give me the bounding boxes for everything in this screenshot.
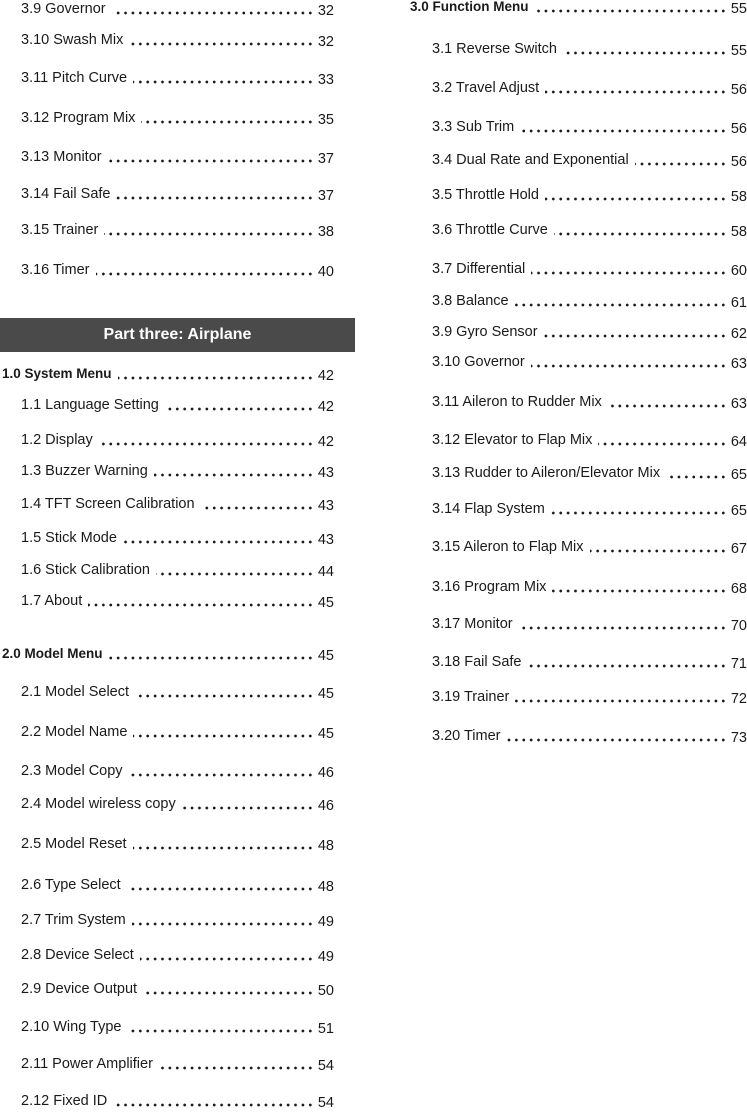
toc-heading-model-menu[interactable] [0, 643, 334, 665]
toc-entry-page-number: 32 [317, 3, 334, 19]
toc-entry-title: 3.11 Pitch Curve [21, 70, 128, 86]
dot-leader [515, 699, 727, 703]
toc-entry-title: 3.0 Function Menu [410, 0, 529, 14]
toc-entry[interactable] [0, 760, 334, 782]
dot-leader [133, 80, 314, 84]
toc-entry-title: 3.13 Rudder to Aileron/Elevator Mix [432, 465, 661, 481]
toc-entry[interactable] [405, 536, 747, 558]
toc-entry-title: 1.5 Stick Mode [21, 530, 117, 546]
dot-leader [132, 922, 314, 926]
toc-entry[interactable] [405, 351, 747, 373]
toc-entry-page-number: 56 [730, 82, 747, 98]
toc-entry-title: 2.12 Fixed ID [21, 1093, 108, 1109]
dot-leader [129, 42, 314, 46]
toc-entry-title: 3.19 Trainer [432, 689, 510, 705]
toc-entry-title: 2.2 Model Name [21, 724, 128, 740]
toc-entry[interactable] [0, 721, 334, 743]
toc-entry-title: 1.6 Stick Calibration [21, 562, 150, 578]
dot-leader [128, 1029, 314, 1033]
toc-entry[interactable] [0, 944, 334, 966]
dot-leader [154, 473, 314, 477]
toc-entry[interactable] [0, 793, 334, 815]
toc-entry[interactable] [0, 874, 334, 896]
toc-entry-page-number: 58 [730, 224, 747, 240]
toc-entry-title: 3.17 Monitor [432, 616, 513, 632]
toc-entry-page-number: 55 [730, 43, 747, 59]
dot-leader [88, 603, 314, 607]
toc-entry[interactable] [0, 978, 334, 1000]
dot-leader [182, 806, 314, 810]
toc-entry[interactable] [0, 527, 334, 549]
toc-entry-title: 2.9 Device Output [21, 981, 138, 997]
toc-entry-title: 3.13 Monitor [21, 149, 102, 165]
toc-entry[interactable] [0, 29, 334, 51]
dot-leader [113, 1103, 314, 1107]
dot-leader [590, 549, 727, 553]
dot-leader [201, 506, 314, 510]
toc-entry-page-number: 51 [317, 1021, 334, 1037]
toc-entry[interactable] [405, 184, 747, 206]
toc-entry-title: 3.2 Travel Adjust [432, 80, 540, 96]
toc-entry-page-number: 48 [317, 838, 334, 854]
toc-entry-title: 3.14 Flap System [432, 501, 545, 517]
toc-entry-page-number: 37 [317, 188, 334, 204]
toc-entry-title: 2.10 Wing Type [21, 1019, 122, 1035]
dot-leader [552, 589, 727, 593]
toc-entry-page-number: 48 [317, 879, 334, 895]
dot-leader [96, 272, 314, 276]
toc-entry-title: 2.7 Trim System [21, 912, 126, 928]
toc-entry-title: 2.11 Power Amplifier [21, 1056, 153, 1072]
toc-entry[interactable] [0, 833, 334, 855]
toc-entry[interactable] [0, 590, 334, 612]
dot-leader [507, 738, 727, 742]
toc-entry-page-number: 50 [317, 983, 334, 999]
toc-entry-title: 3.16 Program Mix [432, 579, 547, 595]
dot-leader [104, 232, 314, 236]
toc-entry-title: 1.4 TFT Screen Calibration [21, 496, 195, 512]
dot-leader [635, 162, 727, 166]
toc-entry-page-number: 54 [317, 1095, 334, 1111]
toc-entry-page-number: 45 [317, 726, 334, 742]
toc-entry-title: 2.5 Model Reset [21, 836, 127, 852]
toc-entry-page-number: 42 [317, 399, 334, 415]
toc-entry[interactable] [405, 391, 747, 413]
dot-leader [535, 9, 727, 13]
dot-leader [135, 694, 314, 698]
dot-leader [531, 271, 727, 275]
toc-entry[interactable] [405, 258, 747, 280]
dot-leader [554, 232, 727, 236]
toc-entry[interactable] [0, 394, 334, 416]
toc-entry-title: 1.0 System Menu [2, 366, 112, 381]
dot-leader [563, 51, 727, 55]
dot-leader [141, 120, 314, 124]
dot-leader [531, 364, 727, 368]
toc-entry-page-number: 43 [317, 532, 334, 548]
toc-entry[interactable] [405, 116, 747, 138]
toc-entry[interactable] [0, 559, 334, 581]
toc-entry-title: 3.9 Governor [21, 1, 106, 17]
toc-entry-page-number: 37 [317, 151, 334, 167]
toc-entry[interactable] [405, 219, 747, 241]
toc-entry-title: 1.2 Display [21, 432, 93, 448]
dot-leader [143, 991, 314, 995]
toc-entry[interactable] [405, 38, 747, 60]
dot-leader [551, 511, 727, 515]
toc-entry-title: 3.14 Fail Safe [21, 186, 111, 202]
toc-entry-title: 3.16 Timer [21, 262, 90, 278]
dot-leader [133, 734, 314, 738]
toc-entry[interactable] [0, 493, 334, 515]
toc-entry-title: 3.12 Elevator to Flap Mix [432, 432, 593, 448]
toc-entry-title: 2.8 Device Select [21, 947, 134, 963]
dot-leader [112, 11, 314, 15]
toc-entry[interactable] [405, 321, 747, 343]
toc-entry-page-number: 56 [730, 154, 747, 170]
toc-entry-title: 3.1 Reverse Switch [432, 41, 557, 57]
toc-entry-title: 2.0 Model Menu [2, 646, 103, 661]
toc-entry[interactable] [405, 429, 747, 451]
dot-leader [598, 442, 727, 446]
toc-entry-title: 3.8 Balance [432, 293, 509, 309]
toc-entry-title: 3.12 Program Mix [21, 110, 136, 126]
dot-leader [133, 846, 314, 850]
toc-entry[interactable] [405, 462, 747, 484]
toc-entry-page-number: 49 [317, 949, 334, 965]
toc-entry[interactable] [405, 651, 747, 673]
toc-entry-page-number: 49 [317, 914, 334, 930]
toc-entry[interactable] [0, 1053, 334, 1075]
toc-right-column [405, 0, 747, 1108]
toc-entry-page-number: 61 [730, 295, 747, 311]
toc-entry-title: 3.15 Aileron to Flap Mix [432, 539, 584, 555]
toc-entry[interactable] [405, 576, 747, 598]
toc-entry-page-number: 38 [317, 224, 334, 240]
toc-entry-title: 3.5 Throttle Hold [432, 187, 539, 203]
toc-entry-page-number: 62 [730, 326, 747, 342]
dot-leader [544, 334, 727, 338]
toc-entry-page-number: 33 [317, 72, 334, 88]
toc-entry-page-number: 64 [730, 434, 747, 450]
toc-entry[interactable] [405, 77, 747, 99]
toc-entry-page-number: 60 [730, 263, 747, 279]
dot-leader [165, 407, 314, 411]
toc-entry-page-number: 56 [730, 121, 747, 137]
toc-entry-page-number: 65 [730, 503, 747, 519]
part-banner [0, 318, 355, 352]
toc-entry-page-number: 67 [730, 541, 747, 557]
toc-entry[interactable] [405, 498, 747, 520]
toc-entry-title: 3.11 Aileron to Rudder Mix [432, 394, 602, 410]
toc-entry-page-number: 55 [730, 1, 747, 17]
toc-entry[interactable] [0, 183, 334, 205]
toc-entry-page-number: 72 [730, 691, 747, 707]
toc-entry-page-number: 45 [317, 686, 334, 702]
toc-entry[interactable] [0, 146, 334, 168]
toc-entry-page-number: 71 [730, 656, 747, 672]
dot-leader [545, 197, 727, 201]
toc-entry-page-number: 32 [317, 34, 334, 50]
toc-entry-title: 3.6 Throttle Curve [432, 222, 548, 238]
toc-entry-page-number: 45 [317, 648, 334, 664]
dot-leader [519, 626, 727, 630]
toc-entry-page-number: 68 [730, 581, 747, 597]
toc-entry[interactable] [0, 909, 334, 931]
toc-entry-title: 3.18 Fail Safe [432, 654, 522, 670]
toc-entry[interactable] [0, 1090, 334, 1112]
toc-entry-page-number: 44 [317, 564, 334, 580]
dot-leader [515, 303, 727, 307]
toc-entry[interactable] [0, 681, 334, 703]
toc-entry[interactable] [0, 0, 334, 20]
toc-entry-title: 3.9 Gyro Sensor [432, 324, 538, 340]
part-banner-title: Part three: Airplane [103, 326, 252, 343]
toc-entry-title: 1.7 About [21, 593, 83, 609]
dot-leader [118, 376, 314, 380]
toc-entry-title: 3.3 Sub Trim [432, 119, 515, 135]
toc-entry-title: 3.10 Governor [432, 354, 525, 370]
dot-leader [527, 664, 727, 668]
dot-leader [109, 656, 314, 660]
toc-entry-title: 2.4 Model wireless copy [21, 796, 176, 812]
dot-leader [99, 442, 314, 446]
dot-leader [156, 572, 314, 576]
toc-entry-page-number: 43 [317, 498, 334, 514]
toc-heading-system-menu[interactable] [0, 363, 334, 385]
dot-leader [140, 957, 314, 961]
dot-leader [127, 887, 314, 891]
dot-leader [116, 196, 314, 200]
toc-entry-title: 1.3 Buzzer Warning [21, 463, 148, 479]
toc-entry-title: 3.15 Trainer [21, 222, 99, 238]
toc-entry[interactable] [405, 725, 747, 747]
toc-entry-title: 1.1 Language Setting [21, 397, 159, 413]
toc-entry-title: 3.4 Dual Rate and Exponential [432, 152, 629, 168]
dot-leader [520, 129, 727, 133]
toc-entry-page-number: 63 [730, 396, 747, 412]
dot-leader [608, 404, 727, 408]
toc-entry-page-number: 42 [317, 434, 334, 450]
toc-left-column [0, 0, 334, 1111]
toc-entry-title: 3.10 Swash Mix [21, 32, 124, 48]
toc-entry-page-number: 43 [317, 465, 334, 481]
toc-entry-page-number: 45 [317, 595, 334, 611]
toc-entry[interactable] [405, 613, 747, 635]
toc-entry-title: 3.7 Differential [432, 261, 526, 277]
toc-entry-title: 2.1 Model Select [21, 684, 130, 700]
toc-entry-title: 2.6 Type Select [21, 877, 121, 893]
dot-leader [666, 475, 727, 479]
dot-leader [159, 1066, 314, 1070]
toc-entry[interactable] [0, 107, 334, 129]
toc-entry[interactable] [0, 460, 334, 482]
toc-entry-title: 2.3 Model Copy [21, 763, 123, 779]
toc-entry-page-number: 63 [730, 356, 747, 372]
toc-entry-title: 3.20 Timer [432, 728, 501, 744]
toc-entry-page-number: 54 [317, 1058, 334, 1074]
toc-entry[interactable] [405, 149, 747, 171]
toc-entry-page-number: 35 [317, 112, 334, 128]
toc-entry[interactable] [0, 429, 334, 451]
toc-entry-page-number: 40 [317, 264, 334, 280]
toc-entry[interactable] [0, 259, 334, 281]
toc-entry-page-number: 58 [730, 189, 747, 205]
toc-entry-page-number: 46 [317, 765, 334, 781]
toc-entry-page-number: 73 [730, 730, 747, 746]
dot-leader [545, 90, 727, 94]
dot-leader [129, 773, 314, 777]
toc-entry[interactable] [0, 219, 334, 241]
dot-leader [123, 540, 314, 544]
toc-entry-page-number: 70 [730, 618, 747, 634]
toc-entry-page-number: 42 [317, 368, 334, 384]
dot-leader [108, 159, 314, 163]
toc-entry-page-number: 46 [317, 798, 334, 814]
toc-entry-page-number: 65 [730, 467, 747, 483]
toc-entry[interactable] [405, 686, 747, 708]
toc-heading-function-menu[interactable] [405, 0, 747, 18]
toc-entry[interactable] [405, 290, 747, 312]
toc-entry[interactable] [0, 67, 334, 89]
toc-entry[interactable] [0, 1016, 334, 1038]
